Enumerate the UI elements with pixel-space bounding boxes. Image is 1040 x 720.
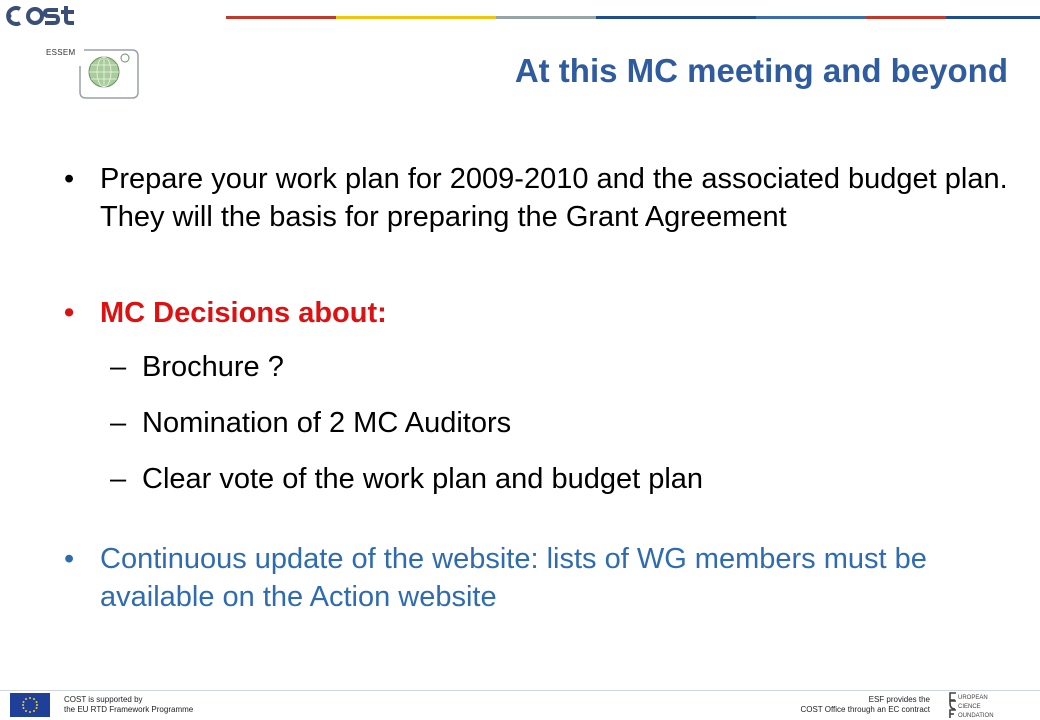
cost-logo-icon (4, 3, 98, 29)
esf-logo-icon (948, 691, 1010, 719)
bullet-text-website: Continuous update of the website: lists of WG members must be available on the Action website (100, 543, 927, 613)
sub-item-text: Brochure ? (142, 351, 284, 383)
footer-right-line-2: COST Office through an EC contract (800, 705, 930, 714)
dash-marker: – (110, 463, 127, 495)
sub-list-item (60, 348, 1010, 386)
sub-item-text: Clear vote of the work plan and budget plan (142, 463, 704, 495)
footer-right-text (800, 695, 930, 715)
essem-label: ESSEM (46, 48, 76, 57)
bullet-marker: • (64, 297, 75, 329)
esf-line-3: OUNDATION (958, 713, 994, 719)
header-color-bar (226, 16, 1040, 19)
bullet-marker: • (64, 163, 75, 195)
sub-item-text: Nomination of 2 MC Auditors (142, 407, 512, 439)
footer-left-line-1: COST is supported by (64, 695, 143, 704)
essem-globe-icon (76, 44, 142, 100)
footer-left-text (64, 695, 193, 715)
eu-flag-icon (10, 693, 50, 717)
dash-marker: – (110, 351, 127, 383)
list-item (60, 540, 1010, 616)
list-item (60, 160, 1010, 236)
page-title: At this MC meeting and beyond (514, 52, 1008, 89)
footer-right-line-1: ESF provides the (868, 695, 930, 704)
bullet-marker: • (64, 543, 75, 575)
footer-divider (0, 690, 1040, 691)
bullet-list (60, 160, 1010, 616)
esf-line-1: UROPEAN (958, 695, 988, 701)
esf-line-2: CIENCE (958, 704, 981, 710)
footer-left-line-2: the EU RTD Framework Programme (64, 705, 194, 714)
bullet-text-work-plan: Prepare your work plan for 2009-2010 and the associated budget plan. They will the basis for preparing the Grant Agreement (100, 163, 1008, 233)
sub-list-item (60, 404, 1010, 442)
sub-list-item (60, 460, 1010, 498)
dash-marker: – (110, 407, 127, 439)
list-item (60, 294, 1010, 332)
bullet-text-mc-decisions: MC Decisions about: (100, 297, 387, 329)
